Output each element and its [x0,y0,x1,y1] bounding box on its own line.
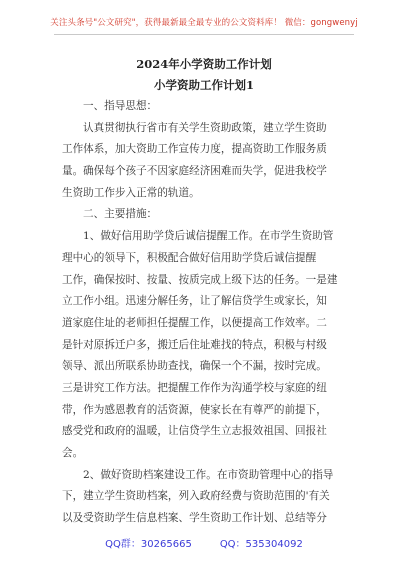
document-body [62,96,352,530]
body-line: 工作，确保按时、按量、按质完成上级下达的任务。一是建 [62,273,338,286]
header-banner: 关注头条号"公文研究"，获得最新最全最专业的公文资料库！ 微信：gongwenyj [50,18,358,28]
body-line: 会。 [62,447,84,459]
footer-qq: QQ：535304092 [219,539,303,550]
document-subtitle: 小学资助工作计划1 [153,78,254,92]
body-line: 带，作为感恩教育的活资源，使家长在有尊严的前提下， [62,403,327,416]
body-line: 工作体系，加大资助工作宣传力度，提高资助工作服务质 [62,143,327,156]
body-line: 下，建立学生资助档案，列入政府经费与资助范围的'有关 [62,490,330,503]
body-line: 生资助工作步入正常的轨道。 [62,186,200,199]
header-divider [54,34,354,35]
document-title: 2024年小学资助工作计划 [136,57,272,71]
body-line: 2、做好资助档案建设工作。在市资助管理中心的指导 [83,468,334,481]
body-line: 道家庭住址的老师担任提醒工作，以便提高工作效率。二 [62,316,327,329]
footer-contact [0,535,408,550]
body-line: 领导、派出所联系协助查找，确保一个不漏，按时完成。 [62,360,327,373]
body-line: 理中心的领导下，积极配合做好信用助学贷后诚信提醒 [62,251,317,264]
body-line: 三是讲究工作方法。把提醒工作作为沟通学校与家庭的纽 [62,381,327,394]
body-line: 量。确保每个孩子不因家庭经济困难而失学，促进我校学 [62,165,327,178]
body-line: 1、做好信用助学贷后诚信提醒工作。在市学生资助管 [83,230,334,243]
body-line: 一、指导思想： [83,100,158,112]
body-line: 立工作小组。迅速分解任务，让了解信贷学生或家长，知 [62,295,327,308]
footer-qq-group: QQ群：30265665 [105,539,192,550]
body-line: 感受党和政府的温暖，让信贷学生立志报效祖国、回报社 [62,425,327,438]
body-line: 认真贯彻执行省市有关学生资助政策，建立学生资助 [83,121,327,134]
body-line: 二、主要措施： [83,208,158,221]
body-line: 以及受资助学生信息档案、学生资助工作计划、总结等分 [62,512,327,525]
body-line: 是针对原拆迁户多，搬迁后住址难找的特点，积极与村级 [62,338,327,351]
